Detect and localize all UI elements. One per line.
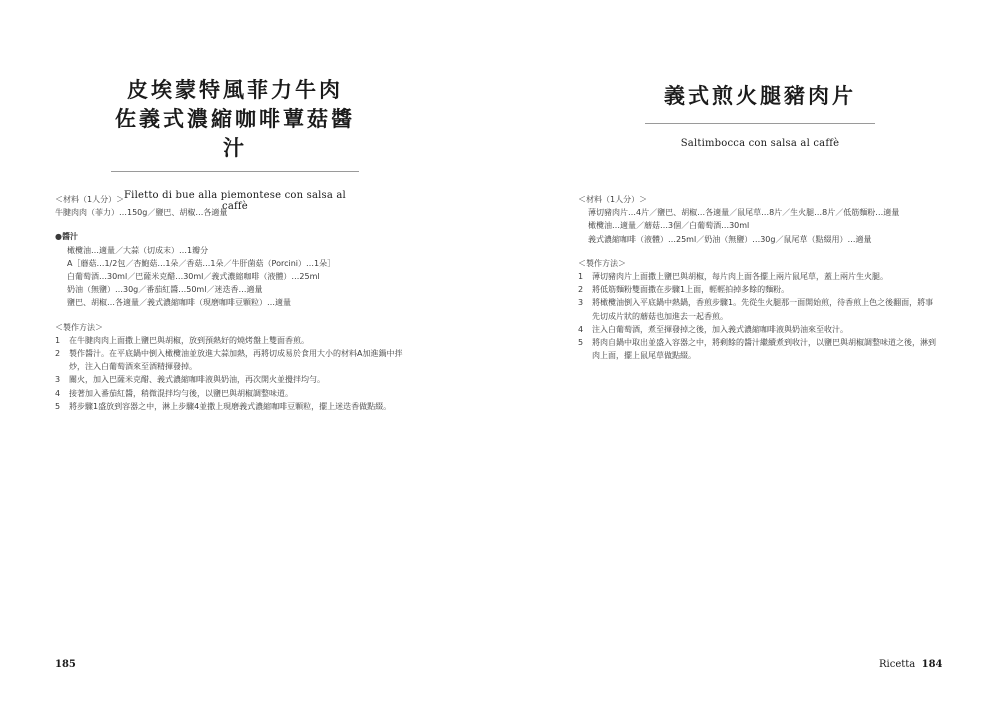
left-step: [55, 400, 475, 413]
step-number: 2: [55, 349, 61, 359]
left-recipe-body: [55, 193, 475, 413]
right-ingredient-line: 橄欖油…適量／蘑菇…3個／白葡萄酒…30ml: [588, 221, 750, 231]
right-step: [578, 270, 978, 283]
left-step: [55, 334, 475, 347]
left-title-line2: 佐義式濃縮咖啡蕈菇醬汁: [115, 107, 355, 160]
right-step: [578, 323, 978, 336]
right-page: [500, 0, 1000, 706]
step-text: 製作醬汁。在平底鍋中倒入橄欖油並放進大蒜加熱，再將切成易於食用大小的材料A加進鍋中拌 炒，注入白葡萄酒來至酒精揮發掉。: [69, 349, 403, 372]
left-step: [55, 347, 475, 373]
step-number: 5: [55, 401, 61, 411]
right-step: [578, 296, 978, 322]
step-text: 在牛腱肉肉上面撒上鹽巴與胡椒，放到預熱好的燒烤盤上雙面香煎。: [69, 335, 309, 345]
left-step: [55, 387, 475, 400]
left-sauce-line: 鹽巴、胡椒…各適量／義式濃縮咖啡（現磨咖啡豆顆粒）…適量: [67, 298, 291, 308]
step-number: 1: [578, 272, 584, 282]
right-step: [578, 283, 978, 296]
running-head: Ricetta: [879, 659, 916, 670]
right-step: [578, 336, 978, 362]
step-text: 將低筋麵粉雙面撒在步驟1上面，輕輕拍掉多餘的麵粉。: [592, 285, 790, 295]
left-step: [55, 373, 475, 386]
left-method-heading: ＜製作方法＞: [55, 322, 103, 332]
left-sauce-line: 橄欖油…適量／大蒜（切成末）…1瓣分: [67, 245, 209, 255]
step-text: 薄切豬肉片上面撒上鹽巴與胡椒，每片肉上面各擺上兩片鼠尾草，蓋上兩片生火腿。: [592, 272, 888, 282]
step-text: 接著加入番茄紅醬，稍微混拌均勻後，以鹽巴與胡椒調整味道。: [69, 388, 293, 398]
right-ingredient-line: 義式濃縮咖啡（液體）…25ml／奶油（無鹽）…30g／鼠尾草（點綴用）…適量: [588, 234, 872, 244]
left-title-line1: 皮埃蒙特風菲力牛肉: [127, 78, 343, 102]
left-title-block: [110, 76, 360, 212]
right-ingredients-heading: ＜材料（1人分）＞: [578, 195, 648, 204]
right-page-folio: [879, 659, 942, 670]
step-number: 3: [578, 298, 584, 308]
left-subtitle: Filetto di bue alla piemontese con salsa al caffè: [124, 190, 346, 212]
right-ingredient-line: 薄切豬肉片…4片／鹽巴、胡椒…各適量／鼠尾草…8片／生火腿…8片／低筋麵粉…適量: [588, 208, 900, 218]
step-number: 2: [578, 285, 584, 295]
step-number: 4: [578, 324, 584, 334]
right-title: 義式煎火腿豬肉片: [664, 84, 856, 108]
right-recipe-body: [578, 193, 978, 362]
step-text: 將步驟1盛放到容器之中，淋上步驟4並撒上現磨義式濃縮咖啡豆顆粒，擺上迷迭香做點綴。: [69, 401, 392, 411]
step-number: 4: [55, 388, 61, 398]
step-number: 1: [55, 335, 61, 345]
left-page-number: 185: [55, 659, 76, 670]
step-text: 將肉自鍋中取出並盛入容器之中，將剩餘的醬汁繼續煮到收汁，以鹽巴與胡椒調整味道之後，淋到 肉上面，擺上鼠尾草做點綴。: [592, 338, 936, 361]
right-title-rule: [645, 123, 875, 124]
left-ingredients-heading: ＜材料（1人分）＞: [55, 195, 125, 204]
left-sauce-line: 白葡萄酒…30ml／巴薩米克醋…30ml／義式濃縮咖啡（液體）…25ml: [67, 272, 320, 282]
right-subtitle: Saltimbocca con salsa al caffè: [680, 138, 840, 149]
right-page-number: 184: [921, 659, 943, 670]
left-ingredient-line: 牛腱肉肉（菲力）…150g／鹽巴、胡椒…各適量: [55, 208, 228, 218]
right-title-block: [645, 82, 875, 149]
step-text: 將橄欖油倒入平底鍋中熱鍋，香煎步驟1。先從生火腿那一面開始煎，待香煎上色之後翻面，將事 先切成片狀的蘑菇也加進去一起香煎。: [592, 298, 934, 321]
right-method-heading: ＜製作方法＞: [578, 258, 626, 268]
left-title-rule: [111, 171, 359, 172]
step-text: 關火，加入巴薩米克醋、義式濃縮咖啡液與奶油，再次開火並攪拌均勻。: [69, 375, 325, 385]
left-sauce-heading: ●醬汁: [55, 232, 78, 242]
step-number: 3: [55, 375, 61, 385]
step-text: 注入白葡萄酒，煮至揮發掉之後，加入義式濃縮咖啡液與奶油來至收汁。: [592, 324, 848, 334]
left-sauce-line: 奶油（無鹽）…30g／番茄紅醬…50ml／迷迭香…適量: [67, 285, 263, 295]
step-number: 5: [578, 338, 584, 348]
left-sauce-line: A［蘑菇…1/2包／杏鮑菇…1朵／香菇…1朵／牛肝菌菇（Porcini）…1朵］: [67, 258, 336, 268]
